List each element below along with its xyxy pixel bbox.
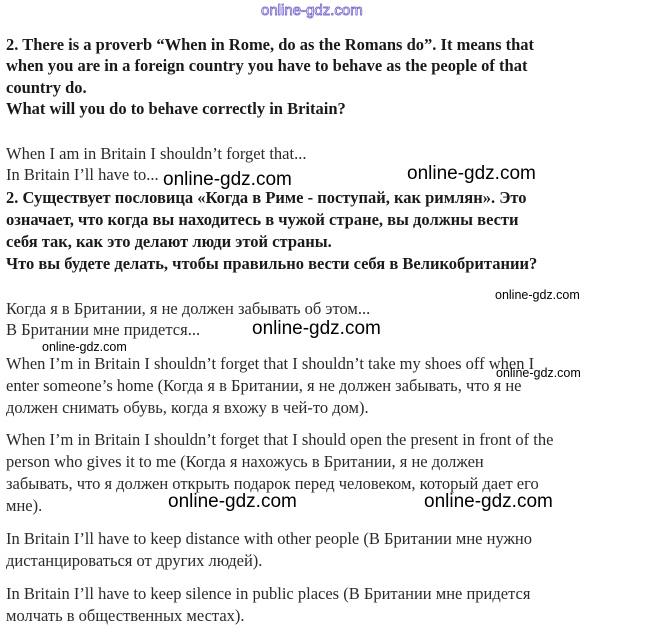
watermark-top: online-gdz.com (261, 2, 363, 19)
watermark-4: online-gdz.com (252, 318, 381, 339)
answer-1-line-1: When I’m in Britain I shouldn’t forget that I shouldn’t take my shoes off when I (6, 354, 535, 373)
watermark-8: online-gdz.com (424, 491, 553, 512)
task-en-line-4: What will you do to behave correctly in Britain? (6, 99, 346, 118)
answer-2-line-1: When I’m in Britain I shouldn’t forget that I should open the present in front of the (6, 430, 554, 449)
answer-3-line-1: In Britain I’ll have to keep distance with other people (В Британии мне нужно (6, 529, 532, 548)
answer-3-line-2: дистанцироваться от других людей). (6, 551, 263, 570)
prompt-en-1: When I am in Britain I shouldn’t forget that... (6, 144, 307, 163)
task-en-line-1: 2. There is a proverb “When in Rome, do as the Romans do”. It means that (6, 35, 535, 54)
task-ru-line-3: себя так, как это делают люди этой страны. (6, 232, 332, 251)
answer-1-line-2: enter someone’s home (Когда я в Британии, я не должен забывать, что я не (6, 376, 522, 395)
answer-4-line-2: молчать в общественных местах). (6, 606, 245, 625)
watermark-3: online-gdz.com (495, 288, 580, 302)
answer-2-line-4: мне). (6, 496, 43, 515)
task-en-line-3: country do. (6, 78, 87, 97)
prompt-en-2: In Britain I’ll have to... (6, 165, 159, 184)
watermark-1: online-gdz.com (407, 163, 536, 184)
watermark-5: online-gdz.com (42, 340, 127, 354)
answer-2-line-3: забывать, что я должен открыть подарок перед человеком, который дает его (6, 474, 539, 493)
prompt-ru-2: В Британии мне придется... (6, 320, 201, 339)
watermark-6: online-gdz.com (496, 366, 581, 380)
answer-4-line-1: In Britain I’ll have to keep silence in public places (В Британии мне придется (6, 584, 531, 603)
task-ru-line-2: означает, что когда вы находитесь в чужой стране, вы должны вести (6, 210, 519, 229)
watermark-2: online-gdz.com (163, 169, 292, 190)
task-ru-line-1: 2. Существует пословица «Когда в Риме - поступай, как римлян». Это (6, 188, 527, 207)
task-ru-line-4: Что вы будете делать, чтобы правильно вести себя в Великобритании? (6, 254, 538, 273)
answer-2-line-2: person who gives it to me (Когда я нахожусь в Британии, я не должен (6, 452, 484, 471)
watermark-7: online-gdz.com (168, 491, 297, 512)
task-en-line-2: when you are in a foreign country you have to behave as the people of that (6, 56, 528, 75)
answer-1-line-3: должен снимать обувь, когда я вхожу в чей-то дом). (6, 398, 369, 417)
prompt-ru-1: Когда я в Британии, я не должен забывать об этом... (6, 299, 371, 318)
